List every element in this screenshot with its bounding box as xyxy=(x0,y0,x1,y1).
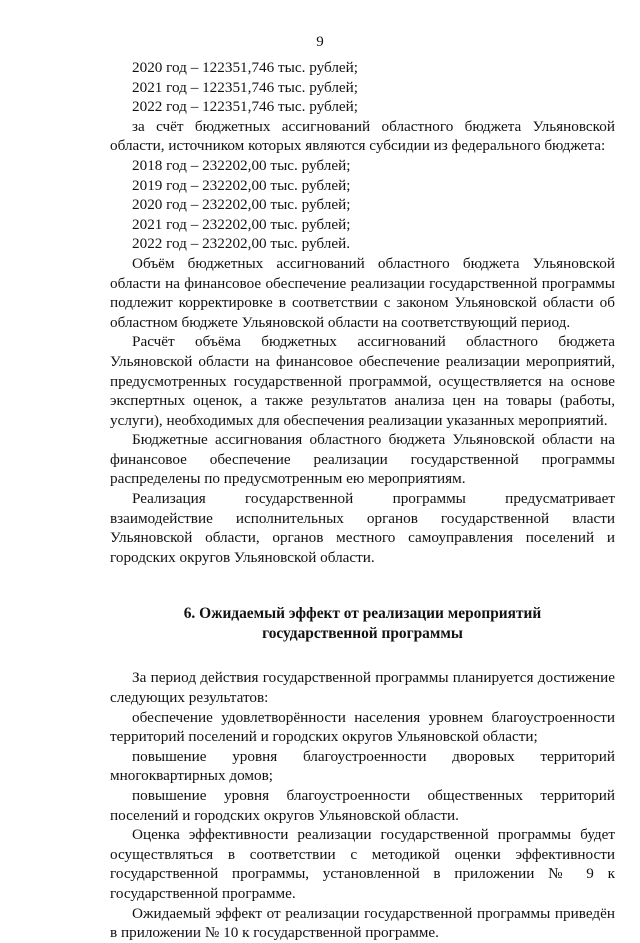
section-heading xyxy=(110,604,615,644)
federal-year-line: 2020 год – 232202,00 тыс. рублей; xyxy=(132,196,351,214)
result-item: повышение уровня благоустроенности дворовых территорий многоквартирных домов; xyxy=(110,747,615,785)
paragraph-interaction: Реализация государственной программы предусматривает взаимодействие исполнительных органов государственной власти Ульяновской области, органов местного самоуправления поселений и городских округов Ульяновской области. xyxy=(110,490,615,566)
federal-intro-paragraph: за счёт бюджетных ассигнований областного бюджета Ульяновской области, источником которых являются субсидии из федерального бюджета: xyxy=(110,117,615,155)
result-item: повышение уровня благоустроенности общественных территорий поселений и городских округов Ульяновской области. xyxy=(110,787,615,824)
paragraph-calculation: Расчёт объёма бюджетных ассигнований областного бюджета Ульяновской области на финансовое обеспечение реализации мероприятий, предусмотренных государственной программой, осуществляется на основе экспертных оценок, а также результатов анализа цен на товары (работы, услуги), необходимых для обеспечения реализации указанных мероприятий. xyxy=(110,333,615,429)
paragraph-allocation: Бюджетные ассигнования областного бюджета Ульяновской области на финансовое обеспечение реализации государственной программы распределены по предусмотренным ею мероприятиям. xyxy=(110,431,615,488)
paragraph-adjustment: Объём бюджетных ассигнований областного бюджета Ульяновской области на финансовое обеспечение реализации государственной программы подлежит корректировке в соответствии с законом Ульяновской области об областном бюджете Ульяновской области на соответствующий период. xyxy=(110,254,615,331)
paragraph-results-intro: За период действия государственной программы планируется достижение следующих результатов: xyxy=(110,669,615,707)
paragraph-expected-effect: Ожидаемый эффект от реализации государственной программы приведён в приложении № 10 к государственной программе. xyxy=(110,904,615,942)
federal-year-line: 2019 год – 232202,00 тыс. рублей; xyxy=(132,176,351,194)
federal-year-line: 2022 год – 232202,00 тыс. рублей. xyxy=(132,235,350,253)
section-heading-line: государственной программы xyxy=(262,625,463,643)
result-item: обеспечение удовлетворённости населения уровнем благоустроенности территорий поселений и городских округов Ульяновской области; xyxy=(110,708,615,746)
page-number: 9 xyxy=(316,34,324,50)
budget-year-line: 2021 год – 122351,746 тыс. рублей; xyxy=(132,78,359,96)
budget-year-line: 2020 год – 122351,746 тыс. рублей; xyxy=(132,59,359,76)
page-content xyxy=(110,58,615,943)
section-heading-line: 6. Ожидаемый эффект от реализации мероприятий xyxy=(183,605,542,623)
paragraph-evaluation: Оценка эффективности реализации государственной программы будет осуществляться в соответствии с методикой оценки эффективности государственной программы, установленной в приложении № 9 к государственной программе. xyxy=(110,826,615,902)
federal-year-line: 2018 год – 232202,00 тыс. рублей; xyxy=(132,156,351,174)
budget-year-line: 2022 год – 122351,746 тыс. рублей; xyxy=(132,98,359,116)
federal-year-line: 2021 год – 232202,00 тыс. рублей; xyxy=(132,215,351,233)
